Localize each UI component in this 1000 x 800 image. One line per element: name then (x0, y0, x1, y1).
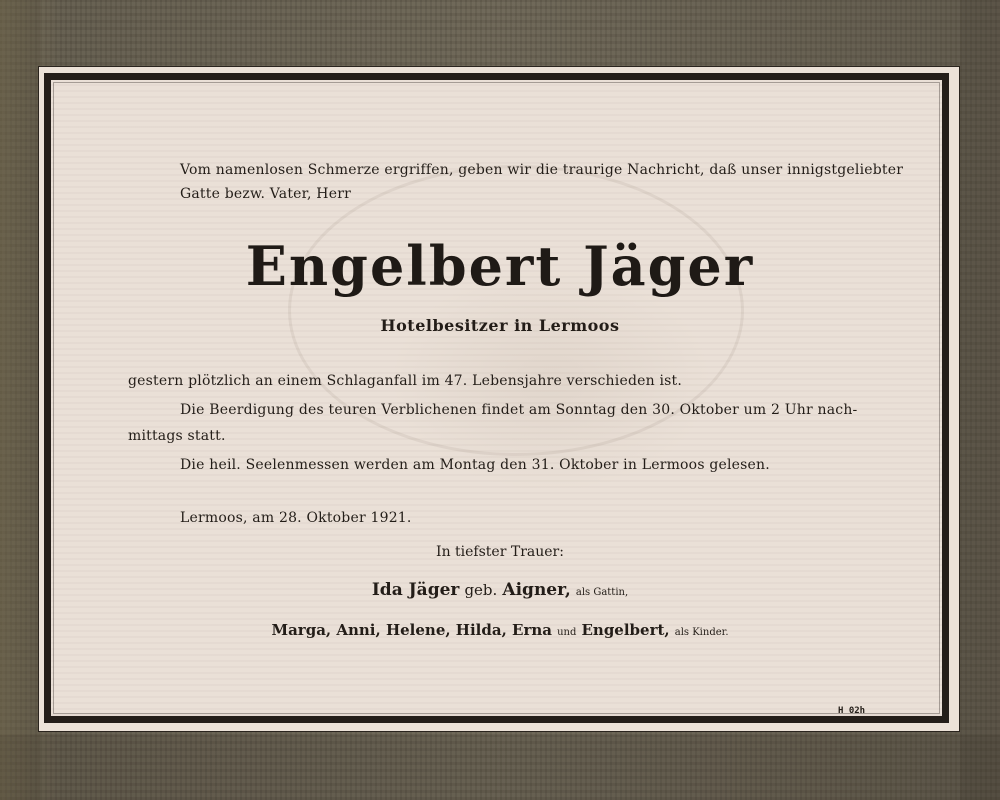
widow-role: als Gattin, (575, 587, 629, 598)
deceased-occupation: Hotelbesitzer in Lermoos (380, 316, 620, 335)
children-joiner: und (557, 627, 577, 638)
reference-code: H 02h (838, 706, 866, 716)
funeral-line-2: mittags statt. (128, 428, 226, 444)
children-name-engelbert: Engelbert, (581, 621, 670, 639)
deceased-name: Engelbert Jäger (245, 234, 755, 298)
newspaper-column-right (960, 0, 1000, 800)
widow-birth-name: Aigner, (502, 580, 571, 600)
newspaper-column-left (0, 0, 40, 800)
widow-birth-prefix: geb. (464, 581, 498, 599)
children-role: als Kinder. (674, 627, 729, 638)
place-and-date: Lermoos, am 28. Oktober 1921. (180, 510, 412, 526)
masses-statement: Die heil. Seelenmessen werden am Montag den 31. Oktober in Lermoos gelesen. (180, 457, 770, 473)
mourning-heading: In tiefster Trauer: (436, 544, 564, 560)
widow-line (0, 580, 1000, 600)
intro-line-2: Gatte bezw. Vater, Herr (180, 186, 351, 202)
intro-line-1: Vom namenlosen Schmerze ergriffen, geben wir die traurige Nachricht, daß unser innigstgeliebter (180, 162, 904, 178)
children-names: Marga, Anni, Helene, Hilda, Erna (271, 621, 552, 639)
death-statement: gestern plötzlich an einem Schlaganfall im 47. Lebensjahre verschieden ist. (128, 373, 682, 389)
children-line (0, 620, 1000, 639)
widow-name: Ida Jäger (371, 580, 460, 600)
newspaper-bottom-strip (0, 735, 1000, 800)
funeral-line-1: Die Beerdigung des teuren Verblichenen findet am Sonntag den 30. Oktober um 2 Uhr nach- (180, 402, 858, 418)
